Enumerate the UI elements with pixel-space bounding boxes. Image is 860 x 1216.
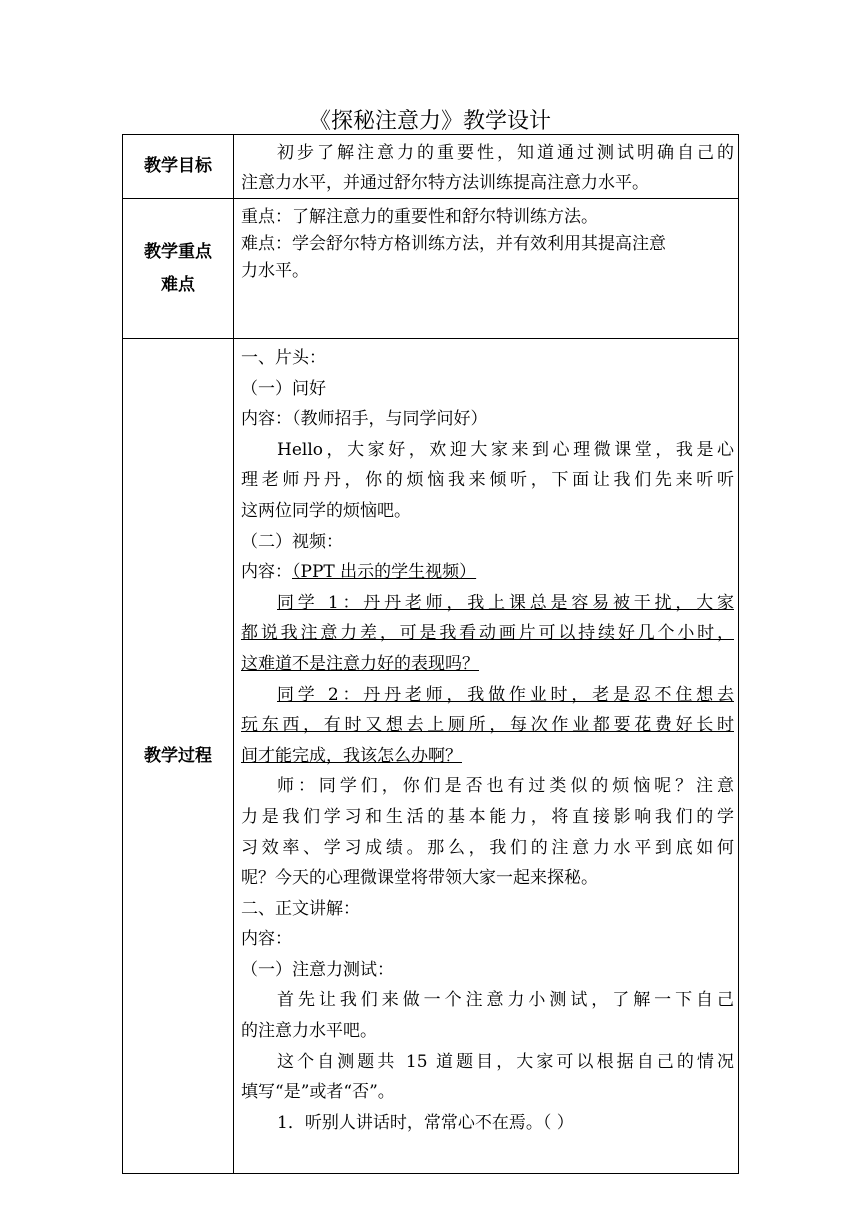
text-line: （一）问好 <box>241 378 326 399</box>
text-line: 习效率、学习成绩。那么，我们的注意力水平到底如何 <box>241 837 734 858</box>
text-line: 的注意力水平吧。 <box>241 1021 377 1042</box>
text-line: 注意力水平，并通过舒尔特方法训练提高注意力水平。 <box>241 173 649 193</box>
text-line: Hello，大家好，欢迎大家来到心理微课堂，我是心 <box>277 439 734 460</box>
label-line: 难点 <box>161 274 195 295</box>
text-line: 初步了解注意力的重要性，知道通过测试明确自己的 <box>277 143 734 163</box>
text-line: 重点：了解注意力的重要性和舒尔特训练方法。 <box>241 207 598 227</box>
text-line: 内容：（教师招手，与同学问好） <box>241 409 488 430</box>
text-line <box>241 741 734 772</box>
text-line: 内容： <box>241 929 292 950</box>
content-teaching-process <box>234 339 739 1174</box>
content-teaching-goal <box>234 135 739 199</box>
text-line: （二）视频： <box>241 531 343 552</box>
text-segment: 内容： <box>241 562 292 583</box>
document-title: 《探秘注意力》教学设计 <box>308 109 551 134</box>
text-line: 理老师丹丹，你的烦恼我来倾听，下面让我们先来听听 <box>241 470 734 491</box>
text-line: 力水平。 <box>241 261 309 281</box>
label-teaching-goal: 教学目标 <box>123 135 234 199</box>
text-line: 1．听别人讲话时，常常心不在焉。（ ） <box>277 1112 574 1133</box>
underlined-line: 玩东西，有时又想去上厕所，每次作业都要花费好长时 <box>241 715 734 736</box>
label-teaching-process: 教学过程 <box>123 339 234 1174</box>
underlined-text: 间才能完成，我该怎么办啊？ <box>241 745 462 766</box>
text-line: （一）注意力测试： <box>241 959 394 980</box>
underlined-text: 这难道不是注意力好的表现吗？ <box>241 653 479 674</box>
text-line: 呢？今天的心理微课堂将带领大家一起来探秘。 <box>241 868 598 889</box>
lesson-plan-table <box>122 134 739 1174</box>
label-key-points <box>123 199 234 339</box>
table-row-teaching-goal <box>123 135 739 199</box>
underlined-line: 同学 2：丹丹老师，我做作业时，老是忍不住想去 <box>277 684 734 705</box>
underlined-line: 同学 1：丹丹老师，我上课总是容易被干扰，大家 <box>277 592 734 613</box>
content-key-points <box>234 199 739 339</box>
underlined-line: 都说我注意力差，可是我看动画片可以持续好几个小时， <box>241 623 734 644</box>
underlined-text: （PPT 出示的学生视频） <box>292 562 477 583</box>
label-line: 教学重点 <box>144 241 212 262</box>
text-line: 师：同学们，你们是否也有过类似的烦恼呢？注意 <box>277 776 734 797</box>
table-row-key-points <box>123 199 739 339</box>
text-line <box>241 649 734 680</box>
text-line <box>241 557 734 588</box>
text-line: 难点：学会舒尔特方格训练方法，并有效利用其提高注意 <box>241 234 666 254</box>
text-line: 首先让我们来做一个注意力小测试，了解一下自己 <box>277 990 734 1011</box>
text-line: 这个自测题共 15 道题目，大家可以根据自己的情况 <box>277 1051 734 1072</box>
text-line: 一、片头： <box>241 348 326 368</box>
table-row-teaching-process <box>123 339 739 1174</box>
text-line: 这两位同学的烦恼吧。 <box>241 500 411 521</box>
text-line: 填写“是”或者“否”。 <box>241 1082 395 1103</box>
text-line: 二、正文讲解： <box>241 898 360 919</box>
text-line: 力是我们学习和生活的基本能力，将直接影响我们的学 <box>241 806 734 827</box>
